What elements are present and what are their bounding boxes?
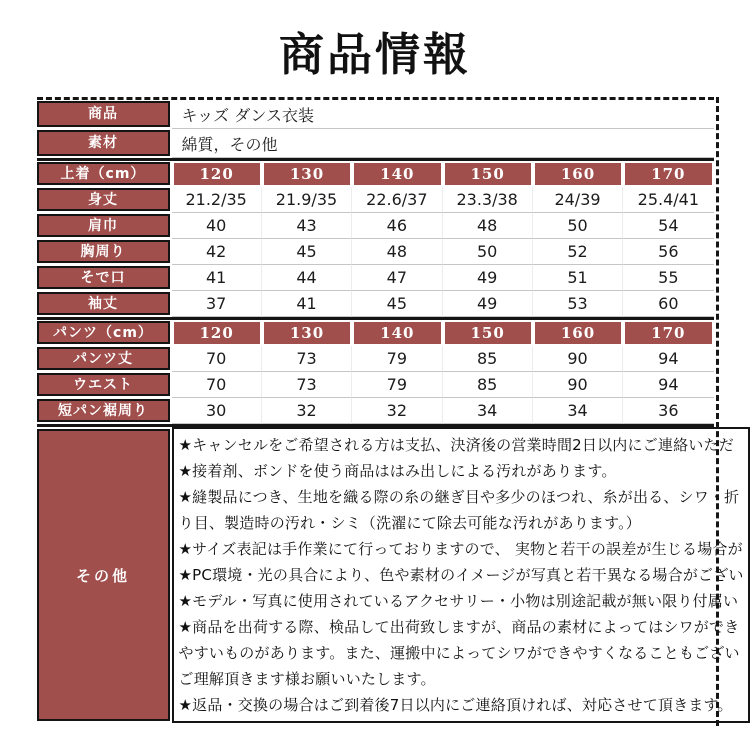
spec-value: 41 (172, 265, 262, 291)
table-row-material (37, 129, 714, 158)
spec-value: 43 (262, 213, 352, 239)
notes-text-line: ★サイズ表記は手作業にて行っておりますので、 実物と若干の誤差が生じる場合が (178, 540, 743, 558)
size-header-cell: 130 (264, 322, 350, 344)
notes-text-line: ★縫製品につき、生地を織る際の糸の継ぎ目や多少のほつれ、糸が出る、シワ・折 (178, 488, 740, 506)
spec-label: 袖丈 (37, 292, 170, 315)
spec-value: 70 (172, 372, 262, 398)
notes-text-line: ★モデル・写真に使用されているアクセサリー・小物は別途記載が無い限り付属い (178, 592, 739, 610)
size-header-cell: 170 (625, 163, 711, 185)
table-row-waist (37, 372, 714, 398)
notes-text-line: ご理解頂きます様お願いいたします。 (178, 670, 436, 688)
spec-value: 53 (533, 291, 623, 317)
spec-value: 32 (262, 398, 352, 424)
spec-value: 52 (533, 239, 623, 265)
spec-value: 24/39 (533, 187, 623, 213)
spec-value: 85 (443, 346, 533, 372)
spec-value: 45 (262, 239, 352, 265)
size-header-cell: 130 (264, 163, 350, 185)
notes-text-line: ★商品を出荷する際、検品して出荷致しますが、商品の素材によってはシワができ (178, 618, 740, 636)
spec-label: 胸周り (37, 240, 170, 263)
spec-label: 短パン裾周り (37, 399, 170, 422)
spec-value: 32 (352, 398, 442, 424)
table-right-dashed-border (716, 97, 719, 726)
spec-value: 34 (533, 398, 623, 424)
spec-value: 50 (533, 213, 623, 239)
spec-value: 45 (352, 291, 442, 317)
spec-value: 49 (443, 291, 533, 317)
spec-value: キッズ ダンス衣装 (172, 100, 714, 129)
spec-value: 30 (172, 398, 262, 424)
table-row-shorts-hem (37, 398, 714, 424)
spec-value: 47 (352, 265, 442, 291)
spec-value: 綿質，その他 (172, 129, 714, 158)
spec-value: 70 (172, 346, 262, 372)
table-row-cuff (37, 265, 714, 291)
notes-label: その他 (37, 429, 170, 721)
size-header-cell: 150 (445, 322, 531, 344)
spec-value: 23.3/38 (443, 187, 533, 213)
spec-label: 肩巾 (37, 214, 170, 237)
spec-value: 73 (262, 372, 352, 398)
notes-text-line: やすいものがあります。また、運搬中によってシワができやすくなることもござい (178, 644, 740, 662)
table-row-jacket-sizes (37, 161, 714, 187)
spec-value: 48 (352, 239, 442, 265)
spec-value: 40 (172, 213, 262, 239)
spec-value: 94 (623, 372, 713, 398)
spec-value: 21.2/35 (172, 187, 262, 213)
spec-label: 商品 (37, 101, 170, 127)
spec-value: 25.4/41 (623, 187, 713, 213)
page-title: 商品情報 (278, 28, 471, 81)
spec-value: 90 (533, 346, 623, 372)
spec-value: 22.6/37 (352, 187, 442, 213)
notes-text-line: ★キャンセルをご希望される方は支払、決済後の営業時間2日以内にご連絡いただ (178, 436, 734, 454)
spec-value: 90 (533, 372, 623, 398)
table-row-body-length (37, 187, 714, 213)
spec-value: 44 (262, 265, 352, 291)
spec-value: 49 (443, 265, 533, 291)
notes-text-line: ★接着剤、ボンドを使う商品ははみ出しによる汚れがあります。 (178, 462, 617, 480)
size-header-cell: 140 (354, 163, 440, 185)
table-row-notes (37, 427, 744, 723)
product-info-table (37, 97, 744, 723)
size-header-cell: 140 (354, 322, 440, 344)
spec-value: 21.9/35 (262, 187, 352, 213)
spec-value: 54 (623, 213, 713, 239)
notes-text-line: ★PC環境・光の具合により、色や素材のイメージが写真と若干異なる場合がござい (178, 566, 744, 584)
notes-text (172, 427, 750, 723)
table-row-pants-sizes (37, 320, 714, 346)
spec-label: パンツ（cm） (37, 321, 170, 344)
spec-value: 60 (623, 291, 713, 317)
size-header-cell: 170 (625, 322, 711, 344)
spec-value: 46 (352, 213, 442, 239)
size-header-cell: 150 (445, 163, 531, 185)
spec-value: 56 (623, 239, 713, 265)
spec-value: 55 (623, 265, 713, 291)
spec-value: 51 (533, 265, 623, 291)
notes-text-line: り目、製造時の汚れ・シミ（洗濯にて除去可能な汚れがあります。） (178, 514, 642, 532)
spec-value: 41 (262, 291, 352, 317)
notes-text-line: ★返品・交換の場合はご到着後7日以内にご連絡頂ければ、対応させて頂きます。 (178, 696, 733, 714)
size-header-cell: 160 (535, 163, 621, 185)
spec-value: 37 (172, 291, 262, 317)
spec-value: 94 (623, 346, 713, 372)
spec-label: 身丈 (37, 188, 170, 211)
table-row-pants-length (37, 346, 714, 372)
spec-label: そで口 (37, 266, 170, 289)
spec-value: 48 (443, 213, 533, 239)
spec-value: 36 (623, 398, 713, 424)
spec-value: 85 (443, 372, 533, 398)
spec-value: 34 (443, 398, 533, 424)
table-row-chest (37, 239, 714, 265)
spec-value: 73 (262, 346, 352, 372)
size-header-cell: 120 (174, 322, 260, 344)
spec-value: 50 (443, 239, 533, 265)
spec-value: 42 (172, 239, 262, 265)
table-row-product (37, 100, 714, 129)
size-header-cell: 160 (535, 322, 621, 344)
spec-value: 79 (352, 372, 442, 398)
table-row-shoulder-width (37, 213, 714, 239)
spec-label: パンツ丈 (37, 347, 170, 370)
table-row-sleeve-length (37, 291, 714, 317)
spec-label: ウエスト (37, 373, 170, 396)
spec-label: 素材 (37, 130, 170, 156)
spec-value: 79 (352, 346, 442, 372)
size-header-cell: 120 (174, 163, 260, 185)
spec-label: 上着（cm） (37, 162, 170, 185)
